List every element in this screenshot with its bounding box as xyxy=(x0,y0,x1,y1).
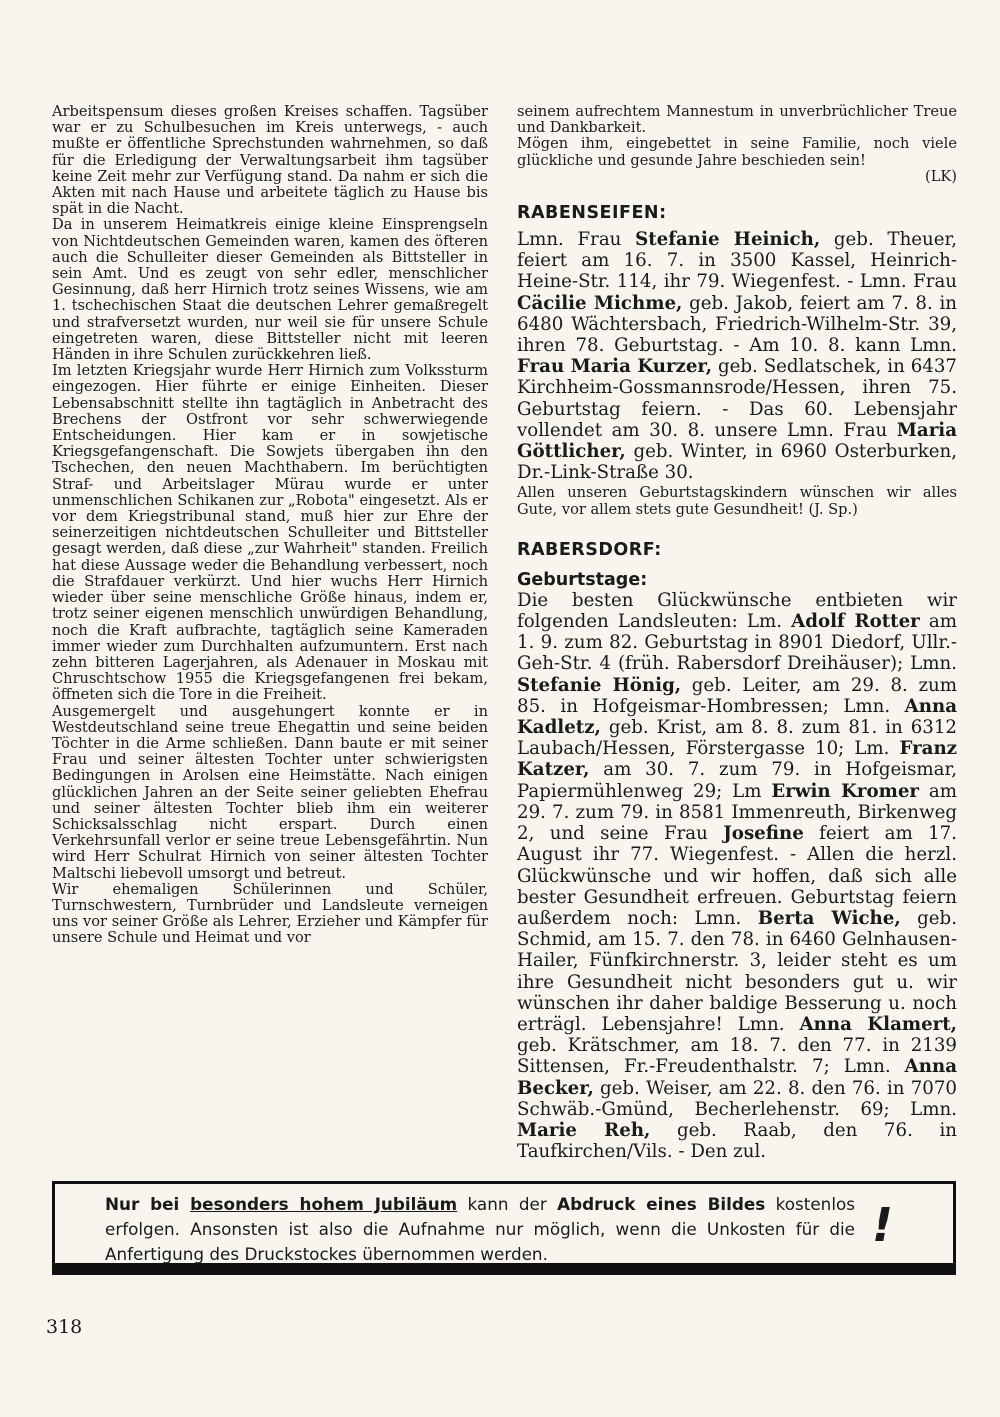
text-run: geb. Jakob, feiert am 7. 8. in 6480 Wächtersbach, Friedrich-Wilhelm-Str. 39, ihren 78. Geburtstag. - Am 10. 8. kann Lmn. xyxy=(517,292,958,357)
person-name: Adolf Rotter xyxy=(791,611,920,633)
notice-part: kann der xyxy=(457,1194,558,1214)
person-name: Berta Wiche, xyxy=(757,907,901,929)
notice-emphasis: besonders hohem Jubiläum xyxy=(190,1194,458,1214)
notice-box xyxy=(52,1181,956,1275)
notice-part: kostenlos erfolgen. Ansonsten ist also die Aufnahme nur möglich, wenn die Unkosten für die Anfertigung des Druckstockes übernommen werden. xyxy=(105,1194,855,1264)
rabenseifen-birthdays xyxy=(517,229,957,483)
text-run: am 1. 9. zum 82. Geburtstag in 8901 Diedorf, Ullr.-Geh-Str. 4 (früh. Rabersdorf Dreihäuser); Lmn. xyxy=(517,611,957,675)
right-column xyxy=(517,104,957,1162)
notice-text xyxy=(105,1192,855,1267)
person-name: Frau Maria Kurzer, xyxy=(517,356,713,378)
person-name: Maria Göttlicher, xyxy=(517,419,957,463)
person-name: Erwin Kromer xyxy=(771,780,920,802)
text-run: geb. Leiter, am 29. 8. zum 85. in Hofgeismar-Hombressen; Lmn. xyxy=(517,674,957,717)
text-run: Die besten Glückwünsche entbieten wir folgenden Landsleuten: Lm. xyxy=(517,589,957,633)
text-run: geb. Krist, am 8. 8. zum 81. in 6312 Laubach/Hessen, Förstergasse 10; Lm. xyxy=(517,717,957,760)
page-number: 318 xyxy=(46,1316,83,1338)
section-heading-rabersdorf: RABERSDORF: xyxy=(517,539,662,560)
person-name: Stefanie Hönig, xyxy=(517,674,682,696)
paragraph: Ausgemergelt und ausgehungert konnte er in Westdeutschland seine treue Ehegattin und seine beiden Töchter in die Arme schließen. Dann baute er mit seiner Frau und seiner ältesten Tochter unter schwierigsten Bedingungen in Arolsen eine Heimstätte. Nach einigen glücklichen Jahren an der Seite seiner geliebten Ehefrau und seiner ältesten Tochter blieb ihm ein weiterer Schicksalsschlag nicht erspart. Durch einen Verkehrsunfall verlor er seine treue Lebensgefährtin. Nun wird Herr Schulrat Hirnich von seiner ältesten Tochter Maltschi liebevoll umsorgt und betreut. xyxy=(52,702,488,882)
person-name: Marie Reh, xyxy=(517,1119,651,1141)
notice-part: Nur bei xyxy=(105,1194,191,1214)
text-run: geb. Raab, den 76. in Taufkirchen/Vils. - Den zul. xyxy=(517,1119,957,1163)
text-run: geb. Winter, in 6960 Osterburken, Dr.-Link-Straße 30. xyxy=(517,441,957,484)
notice-emphasis: Abdruck eines Bildes xyxy=(557,1194,766,1214)
text-run: geb. Theuer, feiert am 16. 7. in 3500 Kassel, Heinrich-Heine-Str. 114, ihr 79. Wiegenfest. - Lmn. Frau xyxy=(517,229,957,293)
person-name: Anna Becker, xyxy=(517,1056,957,1099)
person-name: Anna Klamert, xyxy=(799,1013,958,1035)
section-heading-rabenseifen: RABENSEIFEN: xyxy=(517,203,667,224)
paragraph: Im letzten Kriegsjahr wurde Herr Hirnich zum Volkssturm eingezogen. Hier führte er einige Einheiten. Dieser Lebensabschnitt stellte ihn tagtäglich in Anbetracht des Brechens der Ostfront vor sehr schwerwiegende Entscheidungen. Hier kam er in sowjetische Kriegsgefangenschaft. Die Sowjets übergaben ihn den Tschechen, den neuen Machthabern. Im berüchtigten Straf- und Arbeitslager Mürau wurde er unter unmenschlichen Schikanen zur „Robota" eingesetzt. Als er vor dem Kriegstribunal stand, muß hier zur Ehre der seinerzeitigen nichtdeutschen Schulleiter und Bittsteller gesagt werden, daß diese „zur Wahrheit" standen. Freilich hat diese Aussage weder die Behandlung verbessert, noch die Strafdauer verkürzt. Und hier wuchs Herr Hirnich wieder über seine menschliche Größe hinaus, indem er, trotz seiner eigenen menschlich unwürdigen Behandlung, noch die Kraft aufbrachte, tagtäglich seine Kameraden immer wieder zum Durchhalten aufzumuntern. Erst nach zehn bitteren Lagerjahren, als Adenauer in Moskau mit Chruschtschow 1955 die Kriegsgefangenen frei bekam, öffneten sich die Tore in die Freiheit. xyxy=(52,362,488,704)
signature: (LK) xyxy=(925,167,957,185)
subheading-geburtstage: Geburtstage: xyxy=(517,569,648,590)
left-column xyxy=(52,104,488,947)
rabersdorf-birthdays xyxy=(517,590,957,1162)
text-run: am 30. 7. zum 79. in Hofgeismar, Papiermühlenweg 29; Lm xyxy=(517,759,957,802)
paragraph: Mögen ihm, eingebettet in seine Familie, noch viele glückliche und gesunde Jahre beschieden sein! xyxy=(517,135,957,169)
rabenseifen-closing: Allen unseren Geburtstagskindern wünschen wir alles Gute, vor allem stets gute Gesundheit! (J. Sp.) xyxy=(517,484,957,518)
text-run: Lmn. Frau xyxy=(517,229,636,251)
paragraph: Arbeitspensum dieses großen Kreises schaffen. Tagsüber war er zu Schulbesuchen im Kreis unterwegs, - auch mußte er öffentliche Sprechstunden wahrnehmen, so daß für die Erledigung der Verwaltungsarbeit ihm tagsüber keine Zeit mehr zur Verfügung stand. Da nahm er sich die Akten mit nach Hause und arbeitete täglich zu Hause bis spät in die Nacht. xyxy=(52,103,488,218)
text-run: am 29. 7. zum 79. in 8581 Immenreuth, Birkenweg 2, und seine Frau xyxy=(517,780,958,845)
exclamation-mark-icon: ! xyxy=(872,1198,893,1252)
text-run: geb. Schmid, am 15. 7. den 78. in 6460 Gelnhausen-Hailer, Fünfkirchnerstr. 3, leider steht es um ihre Gesundheit nicht besonders gut u. wir wünschen ihr daher baldige Besserung u. noch erträgl. Lebensjahre! Lmn. xyxy=(517,907,957,1035)
paragraph: Wir ehemaligen Schülerinnen und Schüler, Turnschwestern, Turnbrüder und Landsleute verneigen uns vor seiner Größe als Lehrer, Erzieher und Kämpfer für unsere Schule und Heimat und vor xyxy=(52,880,488,947)
person-name: Anna Kadletz, xyxy=(517,695,957,739)
paragraph: Da in unserem Heimatkreis einige kleine Einsprengseln von Nichtdeutschen Gemeinden waren, kamen des öfteren auch die Schulleiter dieser Gemeinden als Bittsteller in sein Amt. Und es zeugt von sehr edler, menschlicher Gesinnung, daß herr Hirnich trotz seines Wissens, wie am 1. tschechischen Staat die deutschen Lehrer gemaßregelt und strafversetzt wurden, nur weil sie für unsere Schule eingetreten waren, diese Bittsteller nicht mit leeren Händen in ihre Schulen zurückkehren ließ. xyxy=(52,216,488,364)
person-name: Cäcilie Michme, xyxy=(517,292,683,314)
text-run: geb. Weiser, am 22. 8. den 76. in 7070 Schwäb.-Gmünd, Becherlehenstr. 69; Lmn. xyxy=(517,1077,957,1120)
paragraph: seinem aufrechtem Mannestum in unverbrüchlicher Treue und Dankbarkeit. xyxy=(517,103,957,137)
person-name: Stefanie Heinich, xyxy=(635,229,821,251)
person-name: Josefine xyxy=(723,823,804,845)
text-run: geb. Krätschmer, am 18. 7. den 77. in 2139 Sittensen, Fr.-Freudenthalstr. 7; Lmn. xyxy=(517,1035,957,1078)
person-name: Franz Katzer, xyxy=(517,738,957,781)
text-run: geb. Sedlatschek, in 6437 Kirchheim-Gossmannsrode/Hessen, ihren 75. Geburtstag feiern. - Das 60. Lebensjahr vollendet am 30. 8. unsere Lmn. Frau xyxy=(517,356,957,441)
text-run: feiert am 17. August ihr 77. Wiegenfest. - Allen die herzl. Glückwünsche und wir hoffen, daß sich alle bester Gesundheit erfreuen. Geburtstag feiern außerdem noch: Lmn. xyxy=(517,823,958,929)
